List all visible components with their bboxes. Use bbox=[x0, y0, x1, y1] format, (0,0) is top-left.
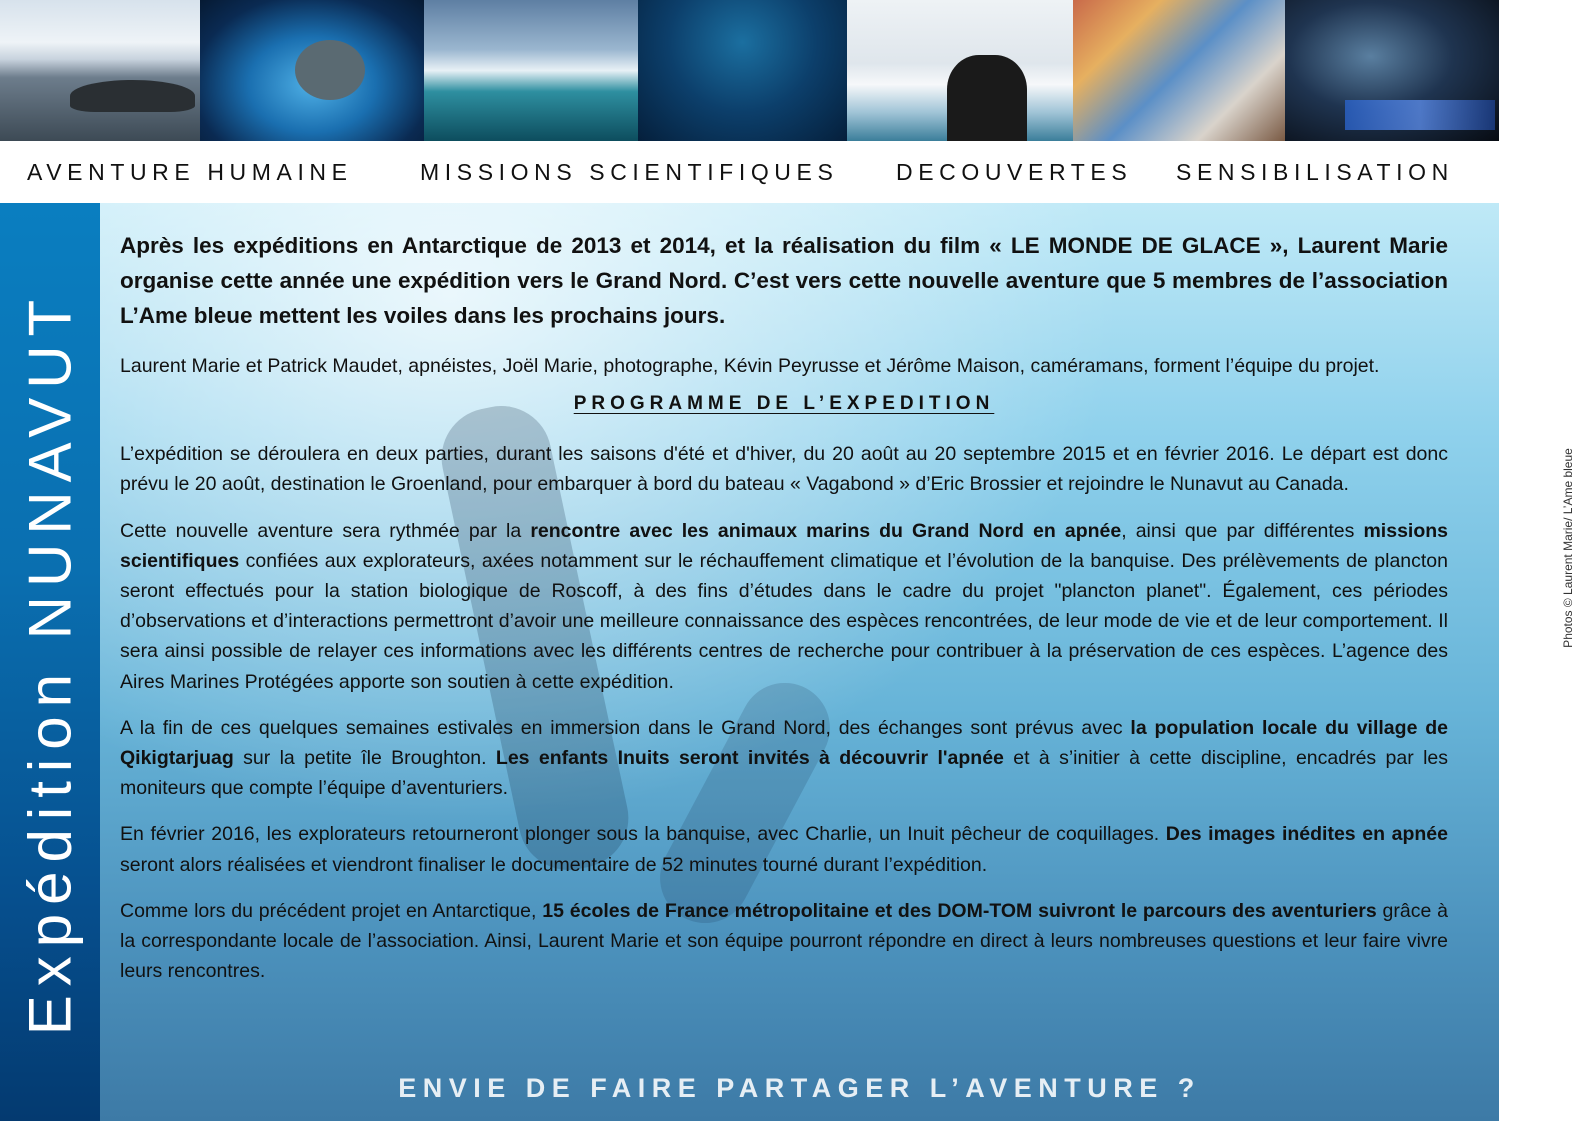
sidebar bbox=[0, 203, 100, 1121]
nav-item-aventure-humaine[interactable]: AVENTURE HUMAINE bbox=[27, 159, 353, 185]
footer-call-to-action[interactable]: ENVIE DE FAIRE PARTAGER L’AVENTURE ? bbox=[398, 1073, 1201, 1103]
sidebar-title: Expédition NUNAVUT bbox=[16, 290, 84, 1036]
main-content bbox=[100, 203, 1575, 1121]
bold-text: la population locale du village de Qikigtarjuag bbox=[120, 716, 1448, 770]
paragraph-schools bbox=[120, 896, 1448, 987]
photo-school-children bbox=[1073, 0, 1285, 141]
program-heading: PROGRAMME DE L’EXPEDITION bbox=[573, 393, 995, 415]
team-paragraph: Laurent Marie et Patrick Maudet, apnéistes, Joël Marie, photographe, Kévin Peyrusse et Jérôme Maison, caméramans, forment l’équipe du projet. bbox=[120, 355, 1380, 377]
text: A la fin de ces quelques semaines estivales en immersion dans le Grand Nord, des échanges sont prévus avec bbox=[120, 716, 1131, 739]
nav-bar bbox=[0, 141, 1499, 203]
article bbox=[120, 228, 1448, 1002]
photo-penguins-underwater bbox=[638, 0, 847, 141]
paragraph-missions bbox=[120, 516, 1448, 697]
nav-item-sensibilisation[interactable]: SENSIBILISATION bbox=[1176, 159, 1454, 185]
bold-text: Des images inédites en apnée bbox=[1165, 823, 1448, 846]
bold-text: 15 écoles de France métropolitaine et des DOM-TOM suivront le parcours des aventuriers bbox=[542, 899, 1377, 922]
nav-item-missions-scientifiques[interactable]: MISSIONS SCIENTIFIQUES bbox=[420, 159, 839, 185]
paragraph-dates: L’expédition se déroulera en deux parties, durant les saisons d'été et d'hiver, du 20 août au 20 septembre 2015 et en février 2016. Le départ est donc prévu le 20 août, destination le Groenland, pour embarquer à bord du bateau « Vagabond » d’Eric Brossier et rejoindre le Nunavut au Canada. bbox=[120, 443, 1448, 496]
text: Comme lors du précédent projet en Antarctique, bbox=[120, 899, 543, 922]
photo-diver-seal-ice bbox=[847, 0, 1073, 141]
text: grâce à la correspondante locale de l’association. Ainsi, Laurent Marie et son équipe pourront répondre en direct à leurs nombreuses questions et leur faire vivre leurs rencontres. bbox=[120, 899, 1448, 983]
bold-text: rencontre avec les animaux marins du Grand Nord en apnée bbox=[530, 519, 1122, 542]
photo-seal-underwater bbox=[200, 0, 424, 141]
text: sur la petite île Broughton. bbox=[233, 747, 496, 770]
text: confiées aux explorateurs, axées notamment sur le réchauffement climatique et l’évolution de la banquise. Des prélèvements de plancton seront effectués pour la station biologique de Roscoff, à des fins d’études dans le cadre du projet "plancton planet". Également, ces périodes d’observations et d’interactions permettront d’avoir une meilleure connaissance des espèces rencontrées, de leur mode de vie et de leur comportement. Il sera ainsi possible de relayer ces informations avec les différents centres de recherche pour contribuer à la préservation de ces espèces. L’agence des Aires Marines Protégées apporte son soutien à cette expédition. bbox=[120, 549, 1448, 693]
text: , ainsi que par différentes bbox=[1121, 519, 1364, 542]
nav-item-decouvertes[interactable]: DECOUVERTES bbox=[896, 159, 1133, 185]
bold-text: missions scientifiques bbox=[120, 519, 1449, 572]
intro-paragraph: Après les expéditions en Antarctique de 2013 et 2014, et la réalisation du film « LE MONDE DE GLACE », Laurent Marie organise cette année une expédition vers le Grand Nord. C’est vers cette nouvelle aventure que 5 membres de l’association L’Ame bleue mettent les voiles dans les prochains jours. bbox=[120, 233, 1448, 328]
paragraph-exchanges bbox=[120, 713, 1448, 804]
bold-text: Les enfants Inuits seront invités à découvrir l'apnée bbox=[495, 747, 1004, 770]
text: seront alors réalisées et viendront finaliser le documentaire de 52 minutes tourné durant l’expédition. bbox=[120, 853, 988, 876]
photo-strip bbox=[0, 0, 1499, 141]
text: En février 2016, les explorateurs retourneront plonger sous la banquise, avec Charlie, un Inuit pêcheur de coquillages. bbox=[120, 823, 1166, 846]
paragraph-february bbox=[120, 819, 1448, 879]
photo-conference-stage bbox=[1285, 0, 1499, 141]
photo-credit: Photos © Laurent Marie/ L’Ame bleue bbox=[1561, 448, 1575, 648]
photo-iceberg bbox=[424, 0, 638, 141]
photo-whales bbox=[0, 0, 200, 141]
text: et à s’initier à cette discipline, encadrés par les moniteurs que compte l’équipe d’aventuriers. bbox=[120, 747, 1449, 800]
text: Cette nouvelle aventure sera rythmée par la bbox=[120, 519, 531, 542]
